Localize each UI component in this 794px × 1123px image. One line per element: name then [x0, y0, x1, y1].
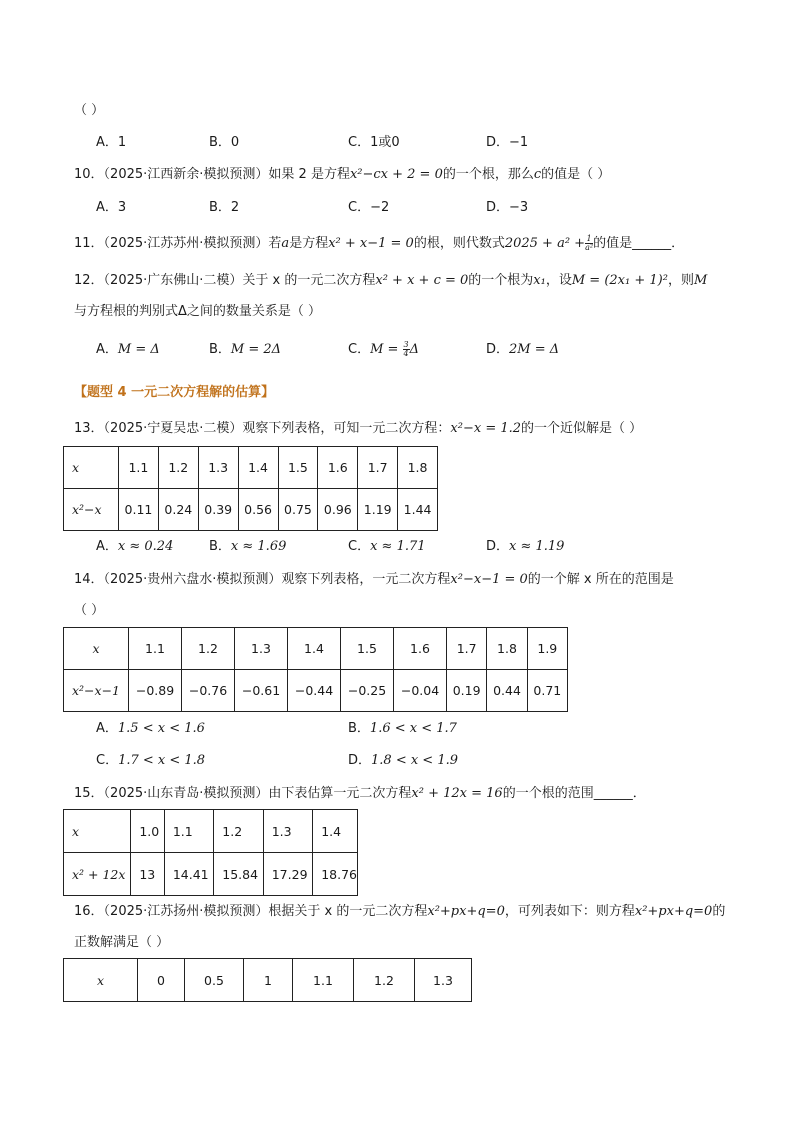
- table-cell: 1.1: [129, 628, 182, 670]
- q15-equation: x² + 12x = 16: [411, 786, 503, 801]
- table-cell: 1.2: [182, 628, 235, 670]
- q12-line2: 与方程根的判别式Δ之间的数量关系是（ ）: [74, 304, 322, 319]
- q12-root: x₁: [533, 273, 546, 288]
- table-cell: 17.29: [263, 853, 312, 896]
- table-header: x: [64, 628, 129, 670]
- q16-equation: x²+px+q=0: [427, 904, 505, 919]
- q13-option-d-math: x ≈ 1.19: [509, 539, 565, 554]
- table-cell: 1.5: [278, 447, 318, 489]
- q12-text-mid2: ，设: [545, 273, 572, 288]
- q13-source: （2025·宁夏吴忠·二模）: [103, 421, 243, 436]
- q16-text-mid: ，可列表如下：则方程: [504, 904, 635, 919]
- q11-equation: x² + x−1 = 0: [328, 236, 414, 251]
- q12-c-frac-den: 4: [403, 349, 409, 358]
- q12-m-expression: M = (2x₁ + 1)²: [571, 273, 668, 288]
- q12-option-b-math: M = 2Δ: [230, 342, 282, 357]
- q13-row-x: [64, 447, 438, 489]
- table-cell: −0.76: [182, 670, 235, 712]
- q14-option-a-letter: A．: [96, 721, 118, 736]
- q14-option-c-math: 1.7 < x < 1.8: [118, 753, 206, 768]
- q11-source: （2025·江苏苏州·模拟预测）: [103, 236, 269, 251]
- q14-bracket: （ ）: [74, 603, 105, 618]
- q12-option-c: [348, 340, 419, 360]
- q14-option-a-math: 1.5 < x < 1.6: [117, 721, 205, 736]
- section-heading: 【题型 4 一元二次方程解的估算】: [74, 385, 275, 400]
- table-cell: 0.39: [198, 489, 238, 531]
- table-cell: 1.19: [358, 489, 398, 531]
- q13-option-c: [348, 537, 426, 557]
- q12-c-frac-num: 3: [403, 340, 409, 349]
- q14-stem: [74, 570, 674, 590]
- table-cell: 1.6: [318, 447, 358, 489]
- table-cell: 0: [138, 959, 185, 1002]
- q13-text: 观察下列表格，可知一元二次方程：: [242, 421, 451, 436]
- q15-number: 15．: [74, 786, 104, 801]
- q9-option-b: B．0: [209, 135, 240, 150]
- q15-text-after: 的一个根的范围: [502, 786, 594, 801]
- q12-option-c-math: M =: [370, 342, 403, 357]
- table-header: x: [64, 810, 131, 853]
- q11-fraction: [585, 235, 593, 252]
- table-cell: 1.8: [398, 447, 438, 489]
- q11-expression: 2025 + a² +: [504, 236, 586, 251]
- q14-table: [63, 627, 568, 712]
- q13-equation: x²−x = 1.2: [450, 421, 522, 436]
- table-cell: 14.41: [164, 853, 213, 896]
- q13-text-after: 的一个近似解是（ ）: [521, 421, 643, 436]
- table-cell: 1.1: [119, 447, 159, 489]
- q12-equation: x² + x + c = 0: [375, 273, 469, 288]
- q14-row-x: [64, 628, 568, 670]
- table-cell: 13: [131, 853, 164, 896]
- table-cell: 1: [244, 959, 293, 1002]
- q16-table: [63, 958, 472, 1002]
- q10-equation: x²−cx + 2 = 0: [349, 167, 443, 182]
- table-cell: 1.0: [131, 810, 164, 853]
- q11-text-mid2: 的根，则代数式: [413, 236, 505, 251]
- table-header: x: [64, 447, 119, 489]
- table-cell: 0.19: [447, 670, 487, 712]
- q11-frac-den: a²: [585, 243, 594, 252]
- q12-source: （2025·广东佛山·二模）: [103, 273, 243, 288]
- table-cell: 1.4: [238, 447, 278, 489]
- q14-option-b: [348, 719, 457, 739]
- table-header: x²−x−1: [64, 670, 129, 712]
- q11-text-after: 的值是: [593, 236, 633, 251]
- q13-table: [63, 446, 438, 531]
- q15-source: （2025·山东青岛·模拟预测）: [103, 786, 269, 801]
- q14-equation: x²−x−1 = 0: [450, 572, 528, 587]
- q12-text: 关于 x 的一元二次方程: [242, 273, 376, 288]
- table-cell: 1.7: [358, 447, 398, 489]
- q15-row-x: [64, 810, 358, 853]
- q16-equation2: x²+px+q=0: [634, 904, 713, 919]
- table-cell: −0.44: [288, 670, 341, 712]
- q14-option-b-math: 1.6 < x < 1.7: [369, 721, 457, 736]
- table-cell: 1.3: [263, 810, 312, 853]
- q9-option-a: A．1: [96, 135, 127, 150]
- table-cell: 1.4: [288, 628, 341, 670]
- q13-option-b: [209, 537, 286, 557]
- q13-option-d: [486, 537, 564, 557]
- q11-text: 若: [268, 236, 282, 251]
- table-cell: 1.3: [198, 447, 238, 489]
- q13-option-b-math: x ≈ 1.69: [230, 539, 287, 554]
- q14-option-b-letter: B．: [348, 721, 370, 736]
- table-cell: 0.56: [238, 489, 278, 531]
- q14-source: （2025·贵州六盘水·模拟预测）: [103, 572, 282, 587]
- q10-var: c: [533, 167, 542, 182]
- table-cell: 1.2: [158, 447, 198, 489]
- q15-stem: [74, 784, 646, 804]
- q12-option-b-letter: B．: [209, 342, 231, 357]
- q12-option-c-fraction: [403, 341, 410, 358]
- q16-text: 根据关于 x 的一元二次方程: [268, 904, 428, 919]
- table-header: x² + 12x: [64, 853, 131, 896]
- q14-option-d-math: 1.8 < x < 1.9: [371, 753, 459, 768]
- q13-stem: [74, 419, 642, 439]
- q16-source: （2025·江苏扬州·模拟预测）: [103, 904, 269, 919]
- table-cell: 0.5: [185, 959, 244, 1002]
- q12-option-c-letter: C．: [348, 342, 371, 357]
- table-cell: 1.44: [398, 489, 438, 531]
- table-cell: 1.1: [164, 810, 213, 853]
- q14-text-after: 的一个解 x 所在的范围是: [527, 572, 674, 587]
- table-cell: 18.76: [313, 853, 358, 896]
- q16-row-x: [64, 959, 472, 1002]
- table-cell: 1.2: [214, 810, 263, 853]
- q15-row-fx: [64, 853, 358, 896]
- table-cell: 0.11: [119, 489, 159, 531]
- q9-bracket: （ ）: [74, 103, 105, 118]
- table-cell: 1.4: [313, 810, 358, 853]
- q14-option-c: [96, 751, 205, 771]
- table-cell: 1.9: [527, 628, 567, 670]
- table-cell: 0.44: [487, 670, 527, 712]
- q13-option-a-math: x ≈ 0.24: [117, 539, 174, 554]
- table-cell: 1.7: [447, 628, 487, 670]
- q12-option-d-letter: D．: [486, 342, 510, 357]
- q13-option-c-letter: C．: [348, 539, 371, 554]
- table-cell: 1.8: [487, 628, 527, 670]
- q11-text-mid: 是方程: [289, 236, 329, 251]
- q12-text-mid: 的一个根为: [468, 273, 534, 288]
- q10-option-a: A．3: [96, 200, 127, 215]
- q14-option-c-letter: C．: [96, 753, 119, 768]
- q14-text: 观察下列表格，一元二次方程: [281, 572, 451, 587]
- q14-option-a: [96, 719, 205, 739]
- q12-option-a-math: M = Δ: [117, 342, 160, 357]
- q9-option-c: C．1或0: [348, 135, 400, 150]
- q9-option-d: D．−1: [486, 135, 529, 150]
- q16-number: 16．: [74, 904, 104, 919]
- q15-answer-blank[interactable]: ______．: [593, 786, 646, 801]
- table-cell: 1.3: [415, 959, 472, 1002]
- q16-line2: 正数解满足（ ）: [74, 935, 170, 950]
- table-cell: −0.04: [394, 670, 447, 712]
- q10-source: （2025·江西新余·模拟预测）: [103, 167, 269, 182]
- q14-option-d-letter: D．: [348, 753, 372, 768]
- q10-text-after: 的值是（ ）: [541, 167, 611, 182]
- q16-stem: [74, 902, 725, 922]
- q11-answer-blank[interactable]: ______．: [632, 236, 685, 251]
- table-cell: −0.25: [341, 670, 394, 712]
- q12-option-c-tail: Δ: [409, 342, 420, 357]
- q13-option-d-letter: D．: [486, 539, 510, 554]
- table-cell: −0.89: [129, 670, 182, 712]
- q12-option-d-math: 2M = Δ: [509, 342, 560, 357]
- q15-text: 由下表估算一元二次方程: [268, 786, 412, 801]
- table-cell: 15.84: [214, 853, 263, 896]
- q10-number: 10．: [74, 167, 104, 182]
- table-cell: 1.5: [341, 628, 394, 670]
- q11-number: 11．: [74, 236, 104, 251]
- q14-number: 14．: [74, 572, 104, 587]
- q12-option-a-letter: A．: [96, 342, 118, 357]
- q13-number: 13．: [74, 421, 104, 436]
- q13-option-b-letter: B．: [209, 539, 231, 554]
- table-header: x²−x: [64, 489, 119, 531]
- q11-frac-num: 1: [586, 234, 592, 243]
- q12-option-d: [486, 340, 559, 360]
- table-cell: 1.6: [394, 628, 447, 670]
- q12-option-b: [209, 340, 281, 360]
- q12-text-after: ，则: [667, 273, 694, 288]
- q12-number: 12．: [74, 273, 104, 288]
- q16-text-after: 的: [712, 904, 726, 919]
- q13-option-c-math: x ≈ 1.71: [370, 539, 426, 554]
- table-cell: 0.75: [278, 489, 318, 531]
- q11-var: a: [281, 236, 290, 251]
- q12-option-a: [96, 340, 160, 360]
- q12-stem: [74, 271, 707, 291]
- table-header: x: [64, 959, 138, 1002]
- table-cell: 0.71: [527, 670, 567, 712]
- q10-option-c: C．−2: [348, 200, 390, 215]
- q14-option-d: [348, 751, 458, 771]
- q13-option-a-letter: A．: [96, 539, 118, 554]
- q15-table: [63, 809, 358, 896]
- q11-stem: [74, 234, 684, 254]
- table-cell: 1.1: [293, 959, 354, 1002]
- q13-row-fx: [64, 489, 438, 531]
- q10-option-d: D．−3: [486, 200, 529, 215]
- q13-option-a: [96, 537, 173, 557]
- q10-text: 如果 2 是方程: [268, 167, 350, 182]
- table-cell: −0.61: [235, 670, 288, 712]
- q12-m: M: [693, 273, 708, 288]
- table-cell: 1.2: [354, 959, 415, 1002]
- table-cell: 0.96: [318, 489, 358, 531]
- q14-row-fx: [64, 670, 568, 712]
- table-cell: 1.3: [235, 628, 288, 670]
- q10-option-b: B．2: [209, 200, 240, 215]
- table-cell: 0.24: [158, 489, 198, 531]
- q10-stem: [74, 165, 610, 185]
- q10-text-mid: 的一个根，那么: [442, 167, 534, 182]
